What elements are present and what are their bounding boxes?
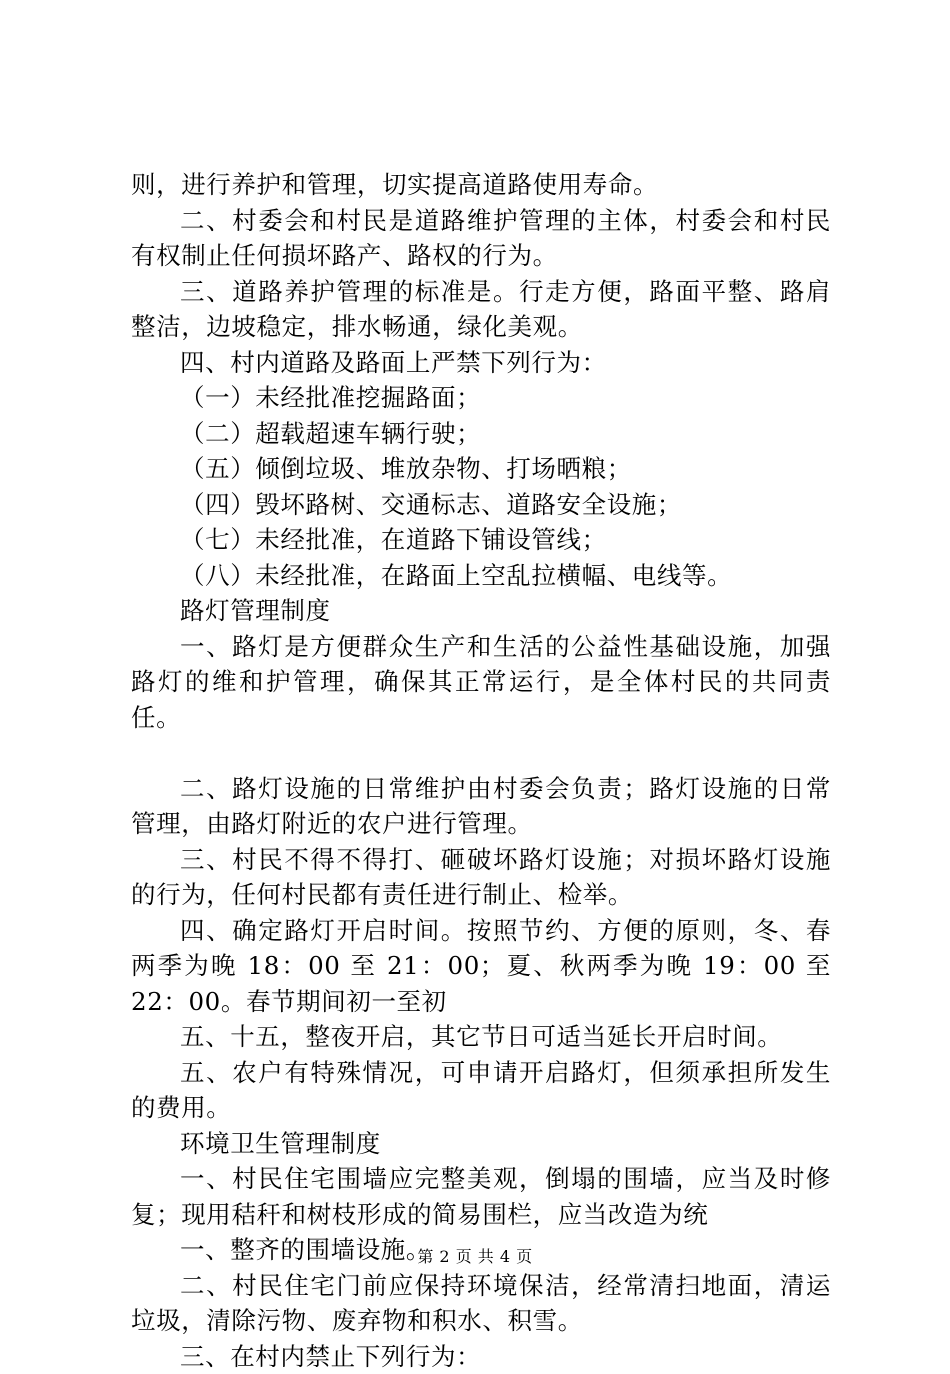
paragraph: 四、村内道路及路面上严禁下列行为： [131,345,831,381]
paragraph: 三、道路养护管理的标准是。行走方便，路面平整、路肩整洁，边坡稳定，排水畅通，绿化美观。 [131,274,831,345]
paragraph: 一、村民住宅围墙应完整美观，倒塌的围墙，应当及时修复；现用秸秆和树枝形成的简易围栏，应当改造为统 [131,1161,831,1232]
blank-line [131,735,831,771]
paragraph: 一、整齐的围墙设施。 [131,1232,831,1268]
page-footer: 第 2 页 共 4 页 [0,1244,950,1267]
paragraph: 则，进行养护和管理，切实提高道路使用寿命。 [131,167,831,203]
list-item: （四）毁坏路树、交通标志、道路安全设施； [131,487,831,523]
paragraph: 五、农户有特殊情况，可申请开启路灯，但须承担所发生的费用。 [131,1055,831,1126]
section-heading: 路灯管理制度 [131,593,831,629]
paragraph: 一、路灯是方便群众生产和生活的公益性基础设施，加强路灯的维和护管理，确保其正常运行，是全体村民的共同责任。 [131,629,831,736]
list-item: （七）未经批准，在道路下铺设管线； [131,522,831,558]
paragraph: 二、路灯设施的日常维护由村委会负责；路灯设施的日常管理，由路灯附近的农户进行管理。 [131,771,831,842]
paragraph: 五、十五，整夜开启，其它节日可适当延长开启时间。 [131,1019,831,1055]
list-item: （二）超载超速车辆行驶； [131,416,831,452]
list-item: （八）未经批准，在路面上空乱拉横幅、电线等。 [131,558,831,594]
section-heading: 环境卫生管理制度 [131,1126,831,1162]
list-item: （一）未经批准挖掘路面； [131,380,831,416]
paragraph: 三、村民不得不得打、砸破坏路灯设施；对损坏路灯设施的行为，任何村民都有责任进行制止、检举。 [131,842,831,913]
paragraph: 二、村委会和村民是道路维护管理的主体，村委会和村民有权制止任何损坏路产、路权的行为。 [131,203,831,274]
list-item: （五）倾倒垃圾、堆放杂物、打场晒粮； [131,451,831,487]
paragraph: 二、村民住宅门前应保持环境保洁，经常清扫地面，清运垃圾，清除污物、废弃物和积水、积雪。 [131,1268,831,1339]
paragraph: 三、在村内禁止下列行为： [131,1339,831,1374]
document-body [131,167,831,1374]
paragraph: 四、确定路灯开启时间。按照节约、方便的原则，冬、春两季为晚 18：00 至 21：00；夏、秋两季为晚 19：00 至 22：00。春节期间初一至初 [131,913,831,1020]
